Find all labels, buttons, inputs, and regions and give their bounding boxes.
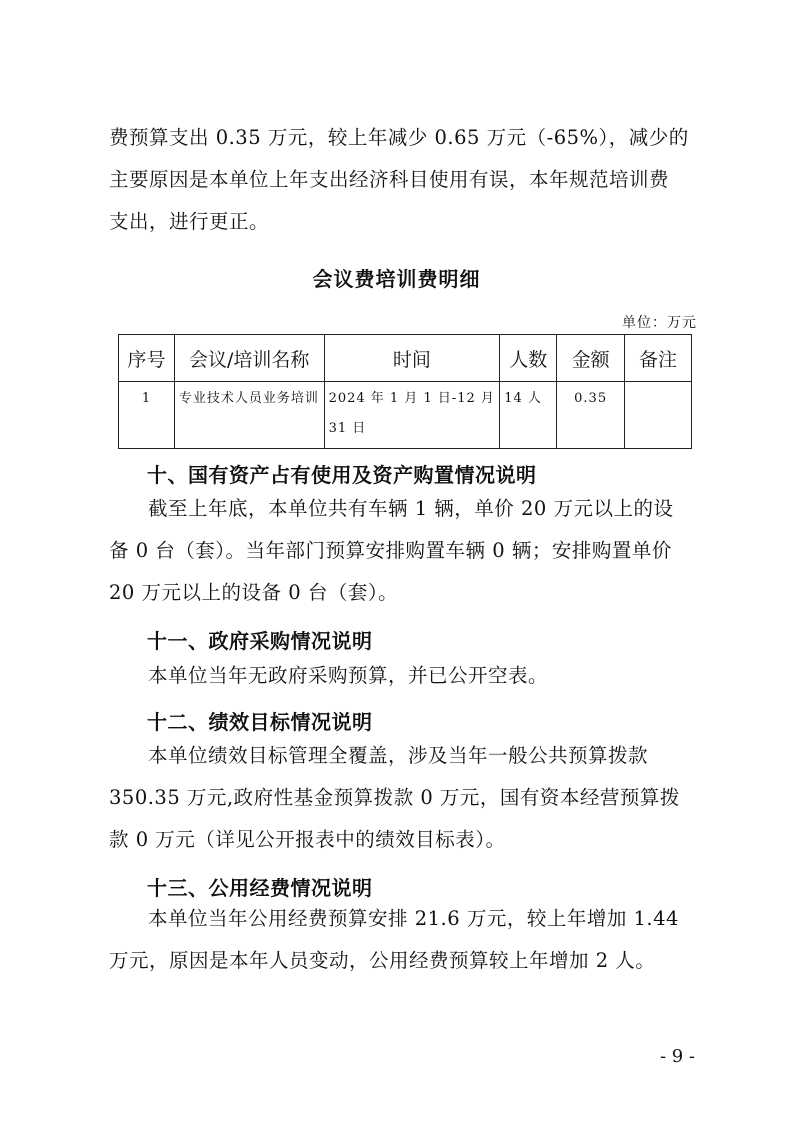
body-line: 截至上年底，本单位共有车辆 1 辆，单价 20 万元以上的设 (148, 497, 674, 520)
section-body-assets (109, 488, 699, 614)
header-amount: 金额 (557, 335, 625, 382)
section-body-public-funds (109, 898, 699, 982)
header-seq: 序号 (119, 335, 175, 382)
cell-amount: 0.35 (557, 382, 625, 449)
intro-line: 支出，进行更正。 (109, 210, 270, 233)
table-title: 会议费培训费明细 (312, 267, 481, 291)
meeting-training-table (118, 334, 692, 449)
cell-time: 2024 年 1 月 1 日-12 月 31 日 (324, 382, 500, 449)
section-heading-assets: 十、国有资产占有使用及资产购置情况说明 (147, 463, 537, 487)
body-line: 万元，原因是本年人员变动，公用经费预算较上年增加 2 人。 (109, 949, 656, 972)
table-unit: 单位：万元 (622, 315, 697, 331)
page-number: - 9 - (659, 1046, 695, 1067)
table-header-row (119, 335, 692, 382)
intro-line: 主要原因是本单位上年支出经济科目使用有误，本年规范培训费 (109, 168, 670, 191)
header-note: 备注 (625, 335, 692, 382)
section-body-performance (109, 735, 699, 861)
body-line: 本单位当年公用经费预算安排 21.6 万元，较上年增加 1.44 (148, 907, 679, 930)
body-line: 款 0 万元（详见公开报表中的绩效目标表）。 (109, 828, 506, 851)
cell-count: 14 人 (500, 382, 557, 449)
section-body-procurement (109, 655, 699, 697)
section-heading-public-funds: 十三、公用经费情况说明 (147, 876, 373, 900)
body-line: 350.35 万元,政府性基金预算拨款 0 万元，国有资本经营预算拨 (109, 786, 680, 809)
body-line: 备 0 台（套）。当年部门预算安排购置车辆 0 辆；安排购置单价 (109, 539, 672, 562)
cell-note (625, 382, 692, 449)
body-line: 20 万元以上的设备 0 台（套）。 (109, 581, 399, 604)
intro-paragraph (109, 117, 699, 243)
table-row (119, 382, 692, 449)
body-line: 本单位当年无政府采购预算，并已公开空表。 (148, 664, 549, 687)
section-heading-procurement: 十一、政府采购情况说明 (147, 629, 373, 653)
cell-name: 专业技术人员业务培训 (174, 382, 324, 449)
body-line: 本单位绩效目标管理全覆盖，涉及当年一般公共预算拨款 (148, 744, 649, 767)
header-name: 会议/培训名称 (174, 335, 324, 382)
intro-line: 费预算支出 0.35 万元，较上年减少 0.65 万元（-65%），减少的 (109, 126, 689, 149)
section-heading-performance: 十二、绩效目标情况说明 (147, 710, 373, 734)
cell-seq: 1 (119, 382, 175, 449)
header-time: 时间 (324, 335, 500, 382)
header-count: 人数 (500, 335, 557, 382)
